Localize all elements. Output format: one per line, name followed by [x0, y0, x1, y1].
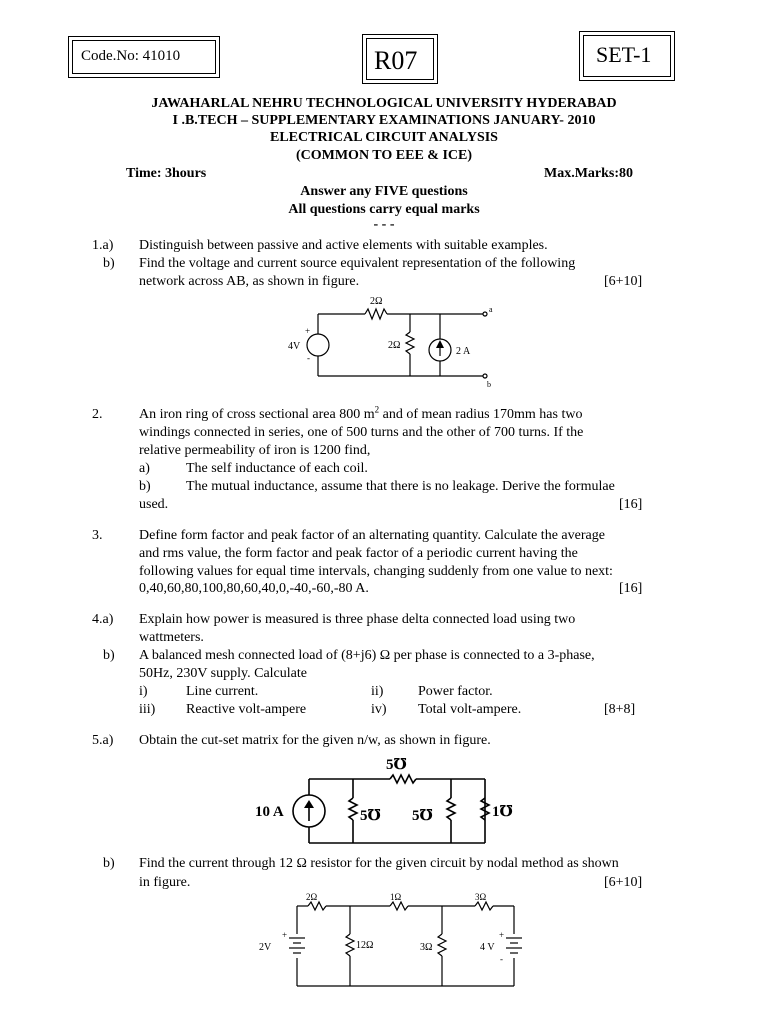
- q1b-number: b): [103, 256, 115, 271]
- subject-title: ELECTRICAL CIRCUIT ANALYSIS: [270, 130, 498, 145]
- q4b-line2: 50Hz, 230V supply. Calculate: [139, 666, 307, 681]
- q5b-fig-r-3: 3Ω: [420, 942, 433, 953]
- q4-ii-label: ii): [371, 684, 384, 699]
- q5a-fig-source: 10 A: [255, 804, 284, 820]
- q1-fig-source-v: 4V: [288, 341, 301, 352]
- q4-i-text: Line current.: [186, 684, 259, 699]
- code-box: [68, 36, 220, 78]
- q3-line1: Define form factor and peak factor of an alternating quantity. Calculate the average: [139, 528, 605, 543]
- separator: - - -: [373, 217, 395, 232]
- q3-line2: and rms value, the form factor and peak factor of a periodic current having the: [139, 546, 578, 561]
- q5b-line1: Find the current through 12 Ω resistor for the given circuit by nodal method as shown: [139, 856, 619, 871]
- q5a-fig-r2: 5℧: [412, 808, 433, 824]
- q2a-text: The self inductance of each coil.: [186, 461, 368, 476]
- q5b-fig-v-right: 4 V: [480, 942, 495, 953]
- q1-circuit-figure: [280, 290, 500, 390]
- common-note: (COMMON TO EEE & ICE): [295, 148, 473, 163]
- q5a-fig-top: 5℧: [386, 757, 407, 773]
- q2-line2: windings connected in series, one of 500 turns and the other of 700 turns. If the: [139, 425, 584, 440]
- q4a-line2: wattmeters.: [139, 630, 204, 645]
- instruction-1: Answer any FIVE questions: [300, 184, 468, 199]
- university-name: JAWAHARLAL NEHRU TECHNOLOGICAL UNIVERSITY HYDERABAD: [151, 96, 617, 111]
- q2-line1: An iron ring of cross sectional area 800 $m^2$ and of mean radius 170mm has two: [139, 404, 583, 422]
- q2b-label: b): [139, 479, 151, 494]
- q1-fig-plus: +: [305, 326, 311, 336]
- q2-line3: relative permeability of iron is 1200 find,: [139, 443, 371, 458]
- set-label: SET-1: [596, 42, 652, 67]
- max-marks: Max.Marks:80: [544, 166, 634, 181]
- q4-iv-label: iv): [371, 702, 387, 717]
- q1-fig-source-i: 2 A: [456, 346, 471, 357]
- q5a-fig-r3: 1℧: [492, 804, 513, 820]
- q4-iv-text: Total volt-ampere.: [418, 702, 522, 717]
- q5a-fig-r1: 5℧: [360, 808, 381, 824]
- q5b-fig-r-12: 12Ω: [356, 940, 374, 951]
- q1b-text-line1: Find the voltage and current source equivalent representation of the following: [139, 256, 576, 271]
- q4-ii-text: Power factor.: [418, 684, 493, 699]
- q1-fig-minus: -: [307, 353, 310, 363]
- q5a-text: Obtain the cut-set matrix for the given n/w, as shown in figure.: [139, 733, 491, 748]
- regulation-box: [362, 34, 438, 84]
- q5b-fig-minus-right: -: [500, 954, 503, 964]
- q5b-fig-v-left: 2V: [259, 942, 272, 953]
- q4a-number: 4.a): [92, 612, 114, 627]
- q3-number: 3.: [92, 528, 103, 543]
- set-box: [579, 31, 675, 81]
- q4-marks: [8+8]: [604, 702, 636, 717]
- q1-fig-r-top: 2Ω: [370, 296, 383, 307]
- q1-fig-node-a: a: [489, 305, 493, 314]
- instruction-2: All questions carry equal marks: [288, 202, 480, 217]
- q2-number: 2.: [92, 407, 103, 422]
- q2b-text2: used.: [139, 497, 169, 512]
- q1-marks: [6+10]: [604, 274, 643, 289]
- q3-line3: following values for equal time intervals, changing suddenly from one value to next:: [139, 564, 613, 579]
- q3-line4: 0,40,60,80,100,80,60,40,0,-40,-60,-80 A.: [139, 581, 369, 596]
- q5b-fig-r-b: 1Ω: [390, 892, 402, 902]
- q2-marks: [16]: [619, 497, 643, 512]
- q5b-fig-r-a: 2Ω: [306, 892, 318, 902]
- q4b-line1: A balanced mesh connected load of (8+j6) Ω per phase is connected to a 3-phase,: [139, 648, 595, 663]
- q4b-number: b): [103, 648, 115, 663]
- q5b-fig-plus-right: +: [499, 930, 505, 940]
- q1a-number: 1.a): [92, 238, 114, 253]
- q2b-text: The mutual inductance, assume that there is no leakage. Derive the formulae: [186, 479, 615, 494]
- q4-iii-text: Reactive volt-ampere: [186, 702, 307, 717]
- q1a-text: Distinguish between passive and active elements with suitable examples.: [139, 238, 548, 253]
- q5b-fig-r-c: 3Ω: [475, 892, 487, 902]
- q5b-number: b): [103, 856, 115, 871]
- time-label: Time: 3hours: [126, 166, 207, 181]
- q4-i-label: i): [139, 684, 148, 699]
- q5b-circuit-figure: [250, 890, 540, 995]
- q5a-number: 5.a): [92, 733, 114, 748]
- q1-fig-r-mid: 2Ω: [388, 340, 401, 351]
- q4-iii-label: iii): [139, 702, 156, 717]
- regulation-code: R07: [374, 46, 418, 75]
- q3-marks: [16]: [619, 581, 643, 596]
- q5a-circuit-figure: [250, 748, 540, 848]
- code-number: Code.No: 41010: [81, 48, 181, 64]
- q5b-line2: in figure.: [139, 875, 191, 890]
- q1b-text-line2: network across AB, as shown in figure.: [139, 274, 360, 289]
- q5-marks: [6+10]: [604, 875, 643, 890]
- q1-fig-node-b: b: [487, 380, 491, 389]
- q4a-line1: Explain how power is measured is three phase delta connected load using two: [139, 612, 576, 627]
- q5b-fig-plus-left: +: [282, 930, 288, 940]
- q2a-label: a): [139, 461, 150, 476]
- exam-title: I .B.TECH – SUPPLEMENTARY EXAMINATIONS JANUARY- 2010: [172, 113, 596, 128]
